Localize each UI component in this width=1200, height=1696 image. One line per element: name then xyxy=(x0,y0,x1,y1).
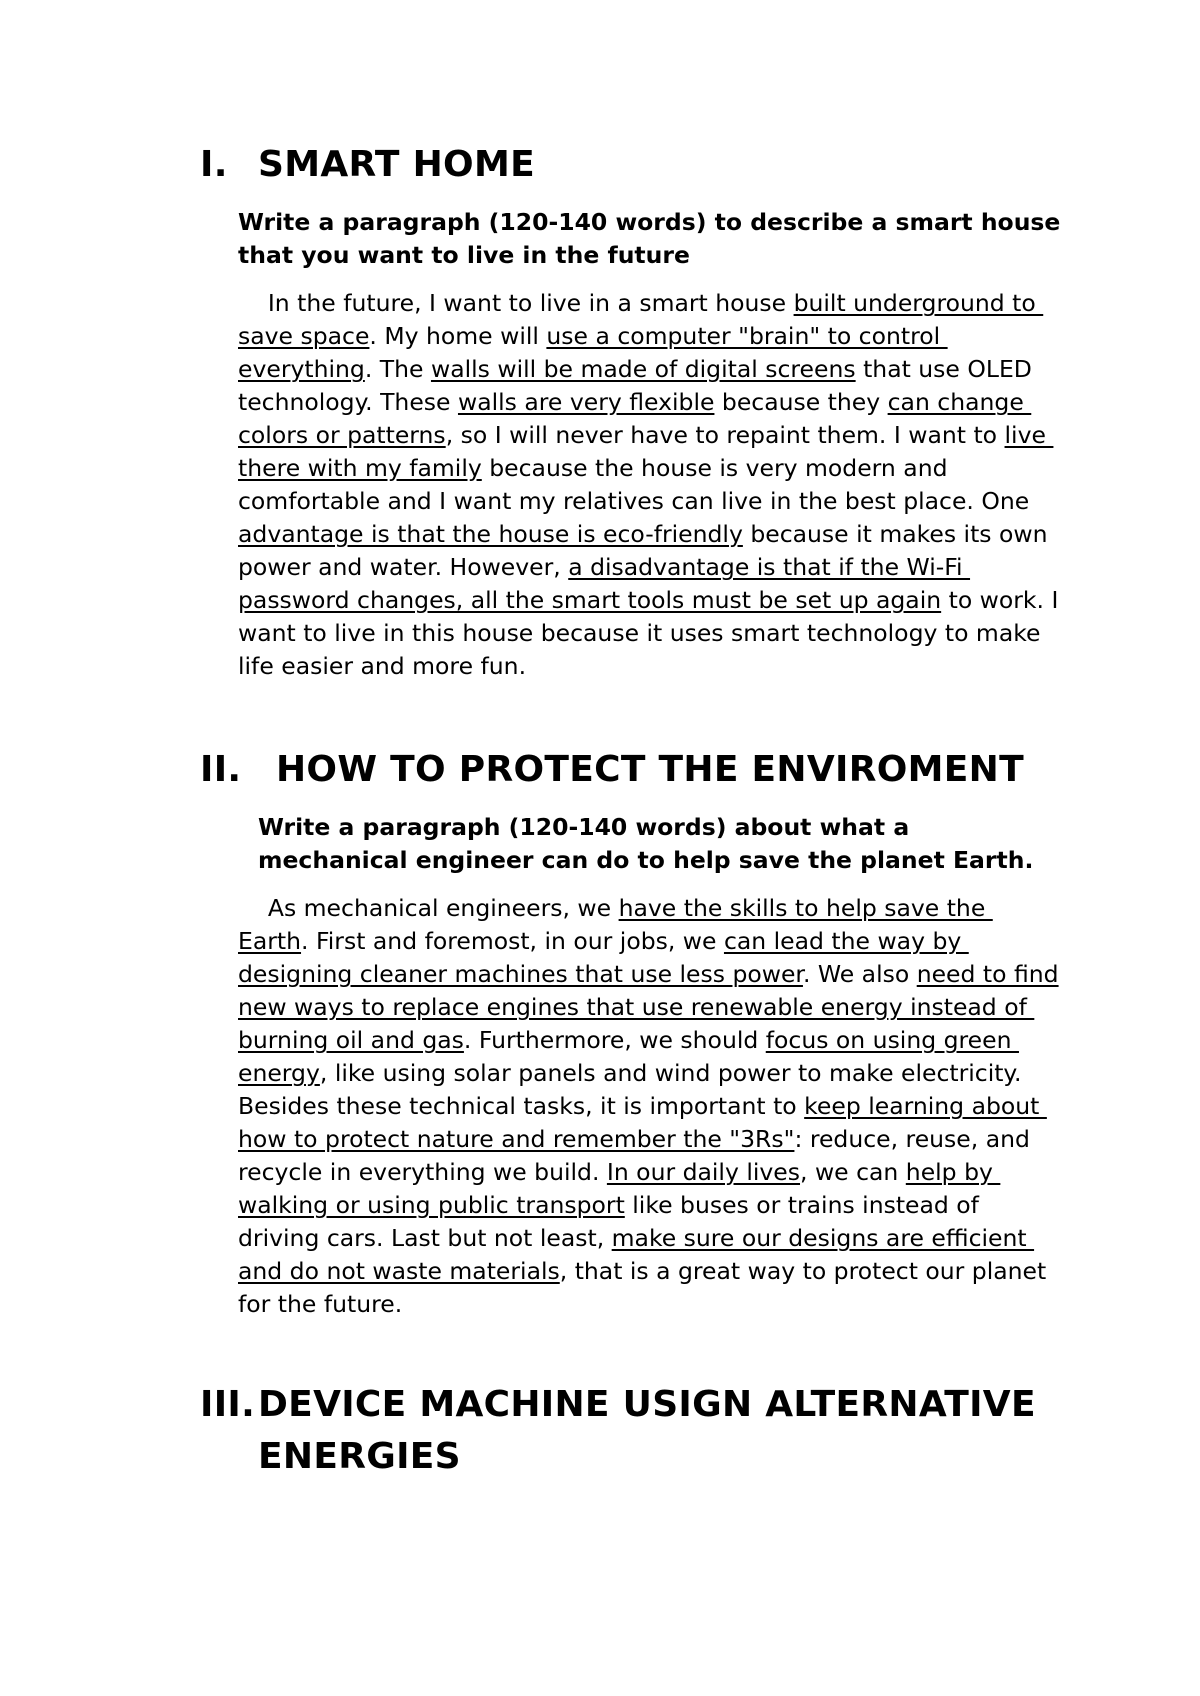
paragraph-line xyxy=(238,1057,1098,1090)
text-run: because the house is very modern and xyxy=(481,454,948,482)
underlined-phrase: there with my family xyxy=(238,454,482,482)
underlined-phrase: walking or using public transport xyxy=(238,1191,625,1219)
underlined-phrase: Earth xyxy=(238,927,302,955)
underlined-phrase: live xyxy=(1004,421,1054,449)
underlined-phrase: need to find xyxy=(916,960,1059,988)
section-2-prompt-line: mechanical engineer can do to help save the planet Earth. xyxy=(258,846,1034,874)
section-3-title-line: ENERGIES xyxy=(258,1436,461,1477)
underlined-phrase: advantage is that the house is eco-friendly xyxy=(238,520,743,548)
underlined-phrase: can lead the way by xyxy=(723,927,969,955)
underlined-phrase: focus on using green xyxy=(765,1026,1019,1054)
paragraph-line xyxy=(238,386,1098,419)
section-2-number: II. xyxy=(200,749,242,790)
paragraph-line xyxy=(238,925,1098,958)
underlined-phrase: colors or patterns xyxy=(238,421,446,449)
underlined-phrase: keep learning about xyxy=(804,1092,1047,1120)
section-3-number: III. xyxy=(200,1384,256,1425)
paragraph-line xyxy=(238,617,1098,650)
text-run: power and water. However, xyxy=(238,553,569,581)
underlined-phrase: walls will be made of digital screens xyxy=(430,355,856,383)
text-run: . We also xyxy=(802,960,917,988)
text-run: comfortable and I want my relatives can live in the best place. One xyxy=(238,487,1030,515)
paragraph-line xyxy=(238,551,1098,584)
underlined-phrase: everything xyxy=(238,355,365,383)
text-run: . My home will xyxy=(369,322,547,350)
text-run: , that is a great way to protect our planet xyxy=(559,1257,1047,1285)
paragraph-line xyxy=(238,1123,1098,1156)
section-2-prompt-line: Write a paragraph (120-140 words) about what a xyxy=(258,813,910,841)
text-run: . The xyxy=(364,355,431,383)
text-run: , so I will never have to repaint them. I want to xyxy=(445,421,1005,449)
text-run: for the future. xyxy=(238,1290,403,1318)
section-3-title-line: DEVICE MACHINE USIGN ALTERNATIVE xyxy=(258,1384,1036,1425)
section-2-title: HOW TO PROTECT THE ENVIROMENT xyxy=(276,749,1024,790)
paragraph-line xyxy=(238,650,1098,683)
paragraph-line xyxy=(238,320,1098,353)
underlined-phrase: can change xyxy=(887,388,1032,416)
paragraph-line xyxy=(238,287,1098,320)
section-1-title: SMART HOME xyxy=(258,144,535,185)
text-run: like buses or trains instead of xyxy=(624,1191,979,1219)
paragraph-line xyxy=(238,518,1098,551)
underlined-phrase: new ways to replace engines that use renewable energy instead of xyxy=(238,993,1035,1021)
paragraph-line xyxy=(238,892,1098,925)
underlined-phrase: help by xyxy=(905,1158,1001,1186)
paragraph-line xyxy=(238,1090,1098,1123)
paragraph-line xyxy=(238,485,1098,518)
underlined-phrase: In our daily lives xyxy=(606,1158,801,1186)
underlined-phrase: how to protect nature and remember the "3Rs" xyxy=(238,1125,795,1153)
underlined-phrase: have the skills to help save the xyxy=(618,894,993,922)
underlined-phrase: a disadvantage is that if the Wi-Fi xyxy=(568,553,971,581)
text-run: As mechanical engineers, we xyxy=(238,894,619,922)
paragraph-line xyxy=(238,991,1098,1024)
section-1-prompt xyxy=(238,206,1060,272)
section-1-prompt-line: that you want to live in the future xyxy=(238,241,690,269)
underlined-phrase: built underground to xyxy=(793,289,1044,317)
underlined-phrase: energy xyxy=(238,1059,320,1087)
paragraph-line xyxy=(238,353,1098,386)
text-run: life easier and more fun. xyxy=(238,652,527,680)
section-2-paragraph xyxy=(238,892,1098,1321)
text-run: driving cars. Last but not least, xyxy=(238,1224,612,1252)
text-run: . Furthermore, we should xyxy=(463,1026,766,1054)
text-run: Besides these technical tasks, it is important to xyxy=(238,1092,805,1120)
section-1-prompt-line: Write a paragraph (120-140 words) to describe a smart house xyxy=(238,208,1061,236)
text-run: , we can xyxy=(800,1158,906,1186)
underlined-phrase: walls are very flexible xyxy=(457,388,715,416)
section-2-prompt xyxy=(258,811,1033,877)
underlined-phrase: burning oil and gas xyxy=(238,1026,464,1054)
text-run: : reduce, reuse, and xyxy=(794,1125,1030,1153)
paragraph-line xyxy=(238,958,1098,991)
underlined-phrase: password changes, all the smart tools must be set up again xyxy=(238,586,942,614)
text-run: , like using solar panels and wind power to make electricity. xyxy=(319,1059,1022,1087)
underlined-phrase: use a computer "brain" to control xyxy=(546,322,948,350)
paragraph-line xyxy=(238,1222,1098,1255)
text-run: want to live in this house because it uses smart technology to make xyxy=(238,619,1041,647)
text-run: that use OLED xyxy=(855,355,1032,383)
section-1-paragraph xyxy=(238,287,1098,683)
text-run: to work. I xyxy=(941,586,1059,614)
underlined-phrase: save space xyxy=(238,322,370,350)
text-run: . First and foremost, in our jobs, we xyxy=(301,927,724,955)
paragraph-line xyxy=(238,584,1098,617)
paragraph-line xyxy=(238,1288,1098,1321)
paragraph-line xyxy=(238,452,1098,485)
paragraph-line xyxy=(238,1024,1098,1057)
paragraph-line xyxy=(238,1156,1098,1189)
text-run: recycle in everything we build. xyxy=(238,1158,607,1186)
underlined-phrase: and do not waste materials xyxy=(238,1257,560,1285)
underlined-phrase: designing cleaner machines that use less power xyxy=(238,960,803,988)
text-run: because they xyxy=(714,388,888,416)
text-run: because it makes its own xyxy=(742,520,1048,548)
paragraph-line xyxy=(238,419,1098,452)
text-run: technology. These xyxy=(238,388,458,416)
text-run: In the future, I want to live in a smart house xyxy=(238,289,794,317)
paragraph-line xyxy=(238,1189,1098,1222)
paragraph-line xyxy=(238,1255,1098,1288)
underlined-phrase: make sure our designs are efficient xyxy=(611,1224,1035,1252)
section-1-number: I. xyxy=(200,144,228,185)
